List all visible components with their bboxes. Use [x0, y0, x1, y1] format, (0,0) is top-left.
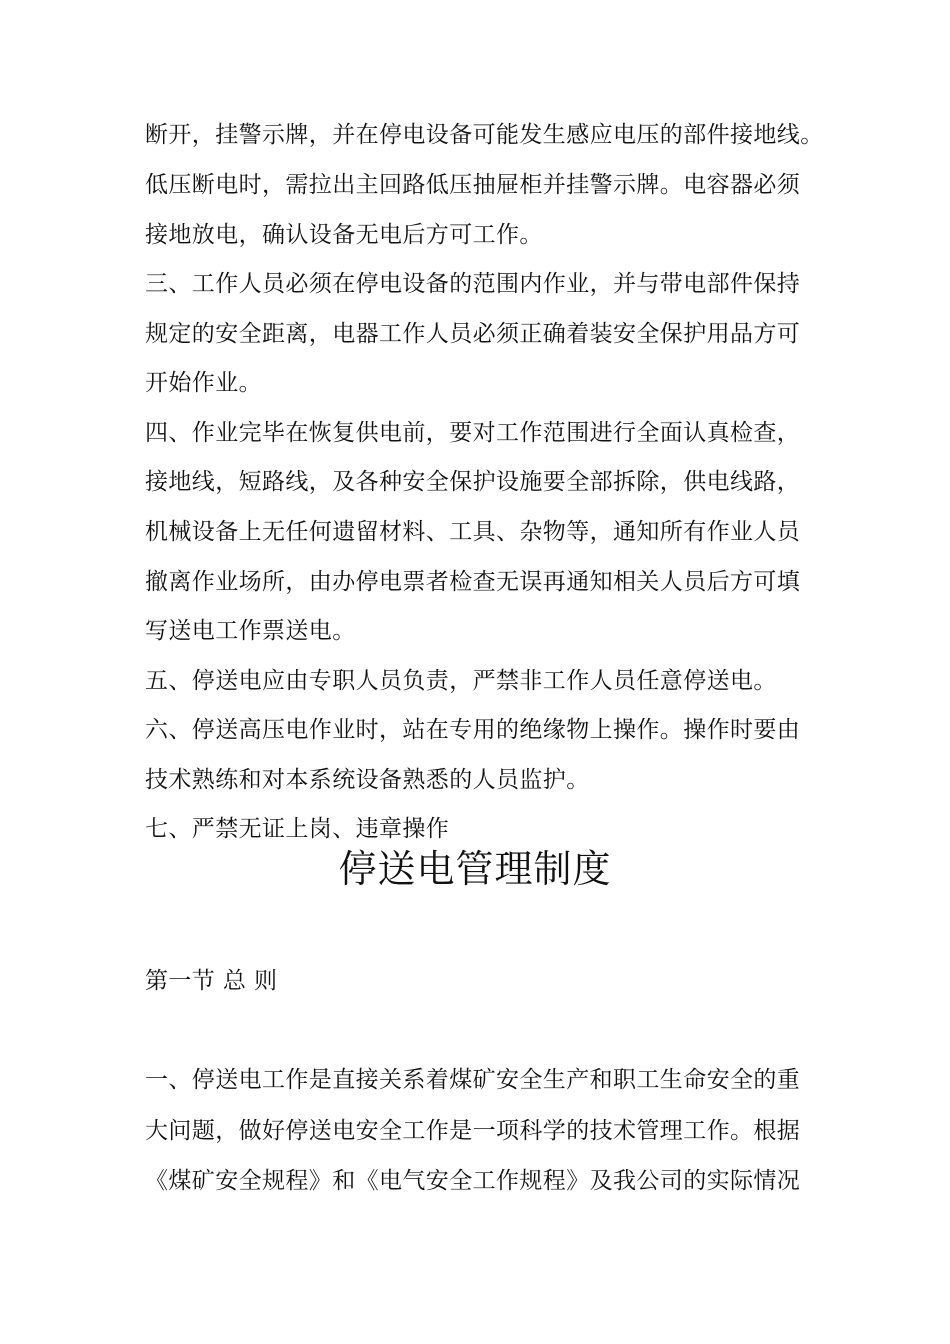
- text-line: 技术熟练和对本系统设备熟悉的人员监护。: [145, 767, 590, 793]
- text-line: 一、停送电工作是直接关系着煤矿安全生产和职工生命安全的重: [145, 1067, 801, 1093]
- text-line: 规定的安全距离，电器工作人员必须正确着装安全保护用品方可: [145, 321, 801, 347]
- text-line: 大问题，做好停送电安全工作是一项科学的技术管理工作。根据: [145, 1118, 801, 1144]
- text-line: 低压断电时，需拉出主回路低压抽屉柜并挂警示牌。电容器必须: [145, 172, 801, 198]
- text-line: 机械设备上无任何遗留材料、工具、杂物等，通知所有作业人员: [145, 519, 801, 545]
- text-line: 撤离作业场所，由办停电票者检查无误再通知相关人员后方可填: [145, 569, 801, 595]
- text-line: 《煤矿安全规程》和《电气安全工作规程》及我公司的实际情况: [145, 1168, 801, 1194]
- text-line: 四、作业完毕在恢复供电前，要对工作范围进行全面认真检查，: [145, 420, 801, 446]
- text-line: 接地线，短路线，及各种安全保护设施要全部拆除，供电线路，: [145, 469, 801, 495]
- text-line: 六、停送高压电作业时，站在专用的绝缘物上操作。操作时要由: [145, 717, 801, 743]
- text-line: 三、工作人员必须在停电设备的范围内作业，并与带电部件保持: [145, 271, 801, 297]
- text-line: 写送电工作票送电。: [145, 618, 356, 644]
- text-line: 五、停送电应由专职人员负责，严禁非工作人员任意停送电。: [145, 668, 777, 694]
- text-line: 断开，挂警示牌，并在停电设备可能发生感应电压的部件接地线。: [145, 122, 824, 148]
- section-heading: 第一节 总 则: [145, 968, 278, 994]
- document-title: 停送电管理制度: [338, 847, 612, 891]
- text-line: 七、严禁无证上岗、违章操作: [145, 816, 450, 842]
- text-line: 开始作业。: [145, 370, 262, 396]
- text-line: 接地放电，确认设备无电后方可工作。: [145, 222, 543, 248]
